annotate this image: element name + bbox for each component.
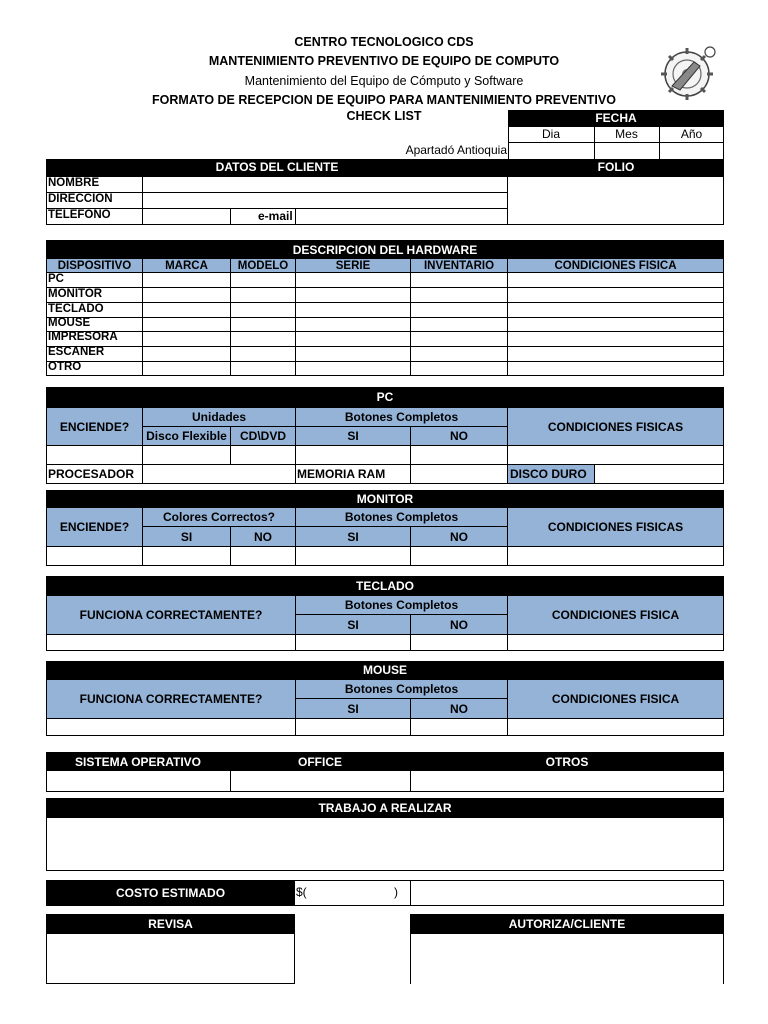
form-title-line-5: CHECK LIST bbox=[346, 109, 422, 123]
monitor-colores-label: Colores Correctos? bbox=[142, 507, 296, 527]
monitor-botones-no-label: NO bbox=[410, 526, 508, 547]
folio-header: FOLIO bbox=[508, 159, 724, 176]
fecha-anio-field[interactable] bbox=[660, 143, 723, 159]
revisa-header: REVISA bbox=[46, 914, 295, 934]
pc-answer-row bbox=[46, 445, 724, 465]
monitor-answer-row bbox=[46, 546, 724, 566]
monitor-header: MONITOR bbox=[46, 490, 724, 508]
teclado-si-label: SI bbox=[295, 614, 411, 635]
pc-memoria-label: MEMORIA RAM bbox=[297, 467, 386, 481]
software-answer-row bbox=[46, 770, 724, 792]
pc-memoria-field[interactable] bbox=[411, 465, 506, 483]
mouse-si-label: SI bbox=[295, 698, 411, 719]
hw-row-teclado: TECLADO bbox=[48, 303, 104, 315]
folio-field[interactable] bbox=[507, 176, 724, 225]
monitor-botones-si-label: SI bbox=[295, 526, 411, 547]
telefono-label: TELEFONO bbox=[48, 209, 111, 221]
pc-disco-duro-field[interactable] bbox=[596, 465, 723, 483]
gear-logo-icon bbox=[654, 40, 720, 106]
mouse-no-label: NO bbox=[410, 698, 508, 719]
pc-cd-dvd-label: CD\DVD bbox=[230, 426, 296, 446]
teclado-answer-row bbox=[46, 634, 724, 651]
mouse-condiciones-label: CONDICIONES FISICA bbox=[507, 679, 724, 719]
pc-disco-duro-cell bbox=[507, 464, 595, 484]
direccion-label: DIRECCION bbox=[48, 193, 113, 205]
revisa-field[interactable] bbox=[46, 933, 295, 984]
monitor-colores-no-label: NO bbox=[230, 526, 296, 547]
hardware-header: DESCRIPCION DEL HARDWARE bbox=[46, 240, 724, 258]
location-label: Apartadó Antioquia bbox=[405, 143, 507, 157]
fecha-mes-field[interactable] bbox=[595, 143, 658, 159]
pc-disco-duro-label: DISCO DURO bbox=[510, 467, 587, 481]
autoriza-field[interactable] bbox=[410, 933, 724, 984]
email-field[interactable] bbox=[296, 209, 507, 224]
monitor-enciende-label: ENCIENDE? bbox=[46, 507, 143, 547]
form-title-line-4: FORMATO DE RECEPCION DE EQUIPO PARA MANTENIMIENTO PREVENTIVO bbox=[152, 93, 616, 107]
pc-procesador-label: PROCESADOR bbox=[48, 467, 135, 481]
trabajo-header: TRABAJO A REALIZAR bbox=[46, 798, 724, 818]
nombre-label: NOMBRE bbox=[48, 177, 100, 189]
teclado-botones-label: Botones Completos bbox=[295, 595, 508, 615]
pc-header: PC bbox=[46, 387, 724, 407]
hw-row-otro: OTRO bbox=[48, 361, 82, 373]
fecha-anio-label: Año bbox=[680, 127, 703, 141]
teclado-no-label: NO bbox=[410, 614, 508, 635]
hw-row-pc: PC bbox=[48, 273, 64, 285]
datos-cliente-header: DATOS DEL CLIENTE bbox=[46, 159, 508, 176]
form-title-line-2: MANTENIMIENTO PREVENTIVO DE EQUIPO DE COMPUTO bbox=[208, 54, 560, 68]
hw-row-impresora: IMPRESORA bbox=[48, 331, 118, 343]
otros-label: OTROS bbox=[545, 754, 589, 769]
costo-header: COSTO ESTIMADO bbox=[46, 880, 295, 906]
monitor-condiciones-label: CONDICIONES FISICAS bbox=[507, 507, 724, 547]
telefono-field[interactable] bbox=[143, 209, 230, 224]
pc-procesador-field[interactable] bbox=[143, 465, 294, 483]
pc-si-label: SI bbox=[295, 426, 411, 446]
teclado-condiciones-label: CONDICIONES FISICA bbox=[507, 595, 724, 635]
fecha-dia-label: Dia bbox=[541, 127, 560, 141]
mouse-answer-row bbox=[46, 718, 724, 736]
monitor-colores-si-label: SI bbox=[142, 526, 231, 547]
col-serie: SERIE bbox=[295, 258, 411, 273]
trabajo-field[interactable] bbox=[46, 817, 724, 871]
direccion-field[interactable] bbox=[143, 193, 507, 208]
pc-enciende-label: ENCIENDE? bbox=[46, 407, 143, 446]
costo-extra-field[interactable] bbox=[410, 880, 724, 906]
teclado-header: TECLADO bbox=[46, 576, 724, 596]
col-condiciones-fisica: CONDICIONES FISICA bbox=[507, 258, 724, 273]
autoriza-header: AUTORIZA/CLIENTE bbox=[410, 914, 724, 934]
hw-row-mouse: MOUSE bbox=[48, 317, 91, 329]
pc-botones-label: Botones Completos bbox=[295, 407, 508, 427]
hw-row-monitor: MONITOR bbox=[48, 288, 103, 300]
col-inventario: INVENTARIO bbox=[410, 258, 508, 273]
nombre-field[interactable] bbox=[143, 177, 507, 192]
monitor-botones-label: Botones Completos bbox=[295, 507, 508, 527]
sistema-operativo-label: SISTEMA OPERATIVO bbox=[74, 754, 201, 769]
col-modelo: MODELO bbox=[230, 258, 296, 273]
form-title-line-3: Mantenimiento del Equipo de Cómputo y Software bbox=[244, 74, 524, 88]
col-dispositivo: DISPOSITIVO bbox=[46, 258, 143, 273]
fecha-mes-label: Mes bbox=[615, 127, 638, 141]
pc-unidades-label: Unidades bbox=[142, 407, 296, 427]
fecha-dia-field[interactable] bbox=[509, 143, 593, 159]
fecha-header: FECHA bbox=[508, 110, 724, 126]
costo-suffix: ) bbox=[394, 885, 398, 899]
teclado-funciona-label: FUNCIONA CORRECTAMENTE? bbox=[46, 595, 296, 635]
mouse-header: MOUSE bbox=[46, 661, 724, 680]
pc-condiciones-label: CONDICIONES FISICAS bbox=[507, 407, 724, 446]
office-label: OFFICE bbox=[298, 754, 342, 769]
org-name: CENTRO TECNOLOGICO CDS bbox=[294, 35, 474, 49]
hw-row-escaner: ESCANER bbox=[48, 346, 105, 358]
mouse-funciona-label: FUNCIONA CORRECTAMENTE? bbox=[46, 679, 296, 719]
mouse-botones-label: Botones Completos bbox=[295, 679, 508, 699]
pc-disco-flexible-label: Disco Flexible bbox=[142, 426, 231, 446]
pc-no-label: NO bbox=[410, 426, 508, 446]
email-label: e-mail bbox=[258, 209, 293, 223]
costo-prefix: $( bbox=[296, 885, 307, 899]
col-marca: MARCA bbox=[142, 258, 231, 273]
